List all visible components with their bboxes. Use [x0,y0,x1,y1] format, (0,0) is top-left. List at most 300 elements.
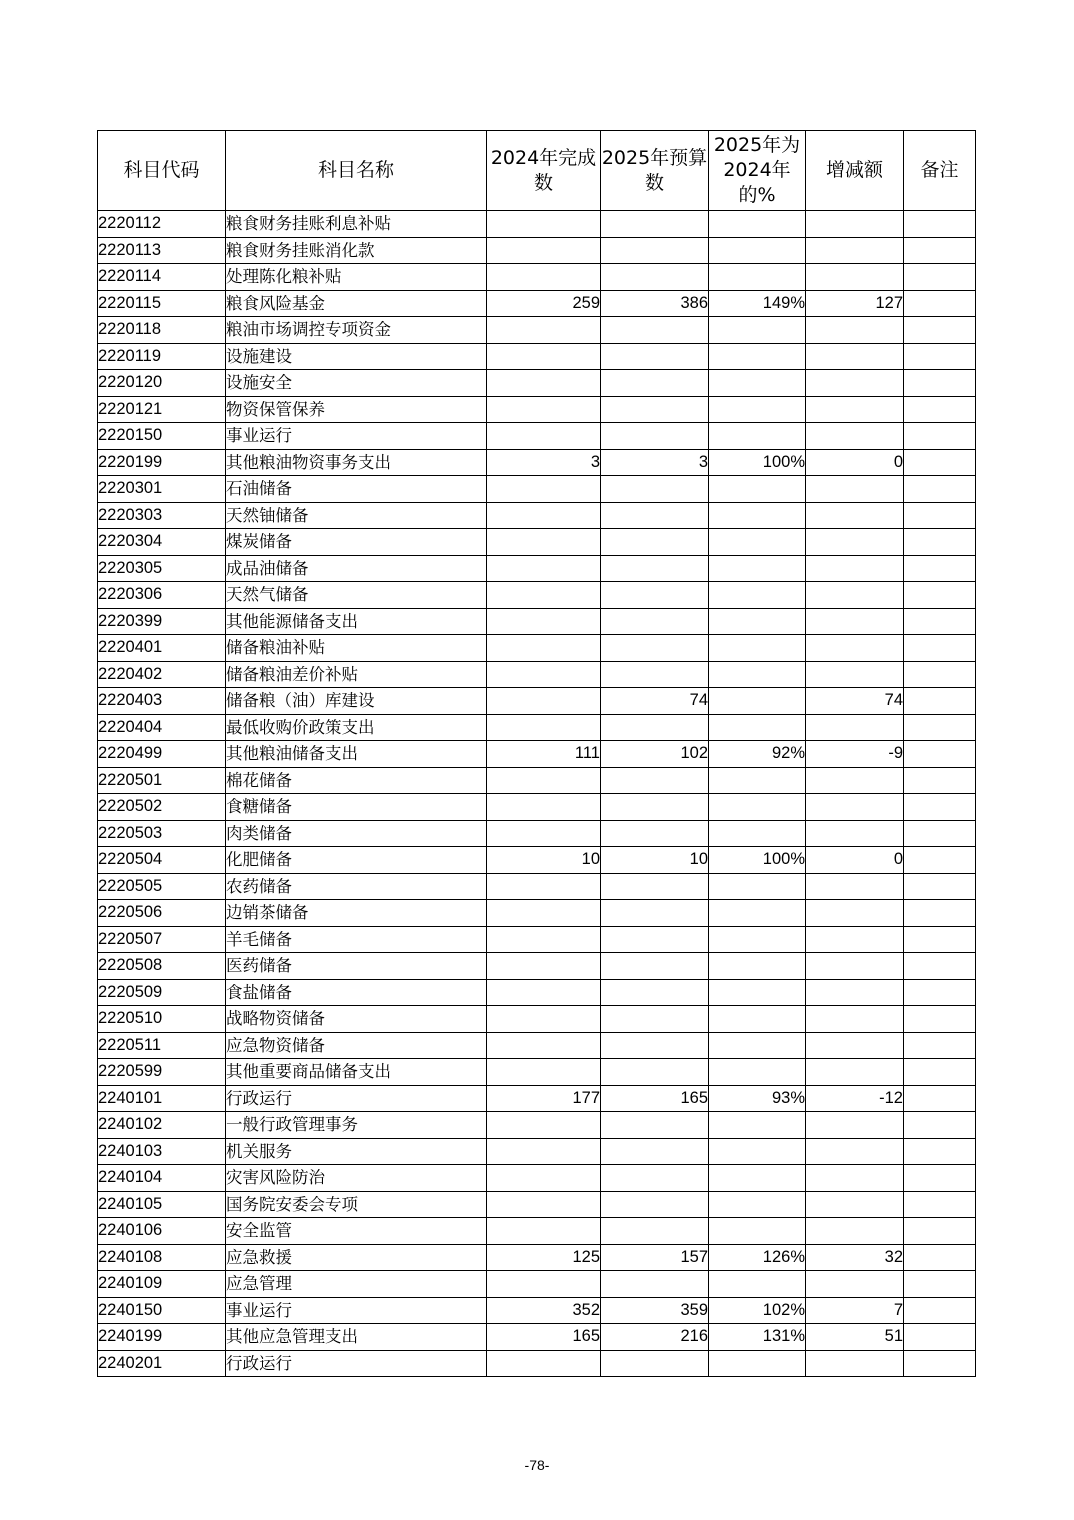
cell-remarks [904,1138,976,1165]
table-row [98,794,976,821]
header-budget-2025: 2025年预算数 [601,131,709,211]
cell-name: 边销茶储备 [226,900,487,927]
cell-completed-2024 [487,794,601,821]
cell-completed-2024 [487,476,601,503]
cell-name: 食盐储备 [226,979,487,1006]
cell-pct [709,211,806,238]
cell-completed-2024 [487,1218,601,1245]
cell-remarks [904,953,976,980]
cell-name: 食糖储备 [226,794,487,821]
cell-budget-2025 [601,1218,709,1245]
cell-name: 国务院安委会专项 [226,1191,487,1218]
cell-change [806,264,904,291]
table-row [98,1271,976,1298]
cell-budget-2025 [601,635,709,662]
cell-pct [709,900,806,927]
cell-completed-2024 [487,1191,601,1218]
table-row [98,237,976,264]
cell-name: 行政运行 [226,1085,487,1112]
cell-name: 机关服务 [226,1138,487,1165]
cell-change: 127 [806,290,904,317]
table-row [98,1085,976,1112]
cell-budget-2025: 102 [601,741,709,768]
cell-name: 安全监管 [226,1218,487,1245]
cell-budget-2025 [601,1350,709,1377]
cell-remarks [904,237,976,264]
cell-change [806,476,904,503]
cell-budget-2025 [601,423,709,450]
cell-remarks [904,1244,976,1271]
cell-code: 2220150 [98,423,226,450]
cell-pct: 93% [709,1085,806,1112]
cell-pct [709,502,806,529]
header-completed-2024: 2024年完成数 [487,131,601,211]
table-row [98,820,976,847]
cell-budget-2025 [601,820,709,847]
cell-code: 2240201 [98,1350,226,1377]
cell-completed-2024: 259 [487,290,601,317]
cell-remarks [904,396,976,423]
cell-code: 2220119 [98,343,226,370]
cell-pct: 131% [709,1324,806,1351]
cell-change [806,1006,904,1033]
cell-budget-2025 [601,661,709,688]
cell-pct: 126% [709,1244,806,1271]
cell-budget-2025 [601,476,709,503]
cell-remarks [904,264,976,291]
cell-budget-2025: 359 [601,1297,709,1324]
cell-code: 2240108 [98,1244,226,1271]
cell-completed-2024 [487,370,601,397]
cell-completed-2024 [487,396,601,423]
cell-budget-2025 [601,529,709,556]
cell-name: 粮食风险基金 [226,290,487,317]
table-row [98,926,976,953]
cell-change [806,873,904,900]
cell-budget-2025 [601,767,709,794]
cell-completed-2024 [487,873,601,900]
cell-name: 煤炭储备 [226,529,487,556]
table-row [98,211,976,238]
cell-name: 羊毛储备 [226,926,487,953]
cell-code: 2220504 [98,847,226,874]
cell-change: 7 [806,1297,904,1324]
cell-completed-2024 [487,317,601,344]
cell-pct: 149% [709,290,806,317]
cell-pct [709,1218,806,1245]
cell-change: 51 [806,1324,904,1351]
cell-name: 储备粮油补贴 [226,635,487,662]
cell-budget-2025 [601,608,709,635]
table-row [98,290,976,317]
table-row [98,873,976,900]
cell-change [806,1218,904,1245]
cell-name: 应急物资储备 [226,1032,487,1059]
cell-budget-2025 [601,873,709,900]
cell-completed-2024 [487,714,601,741]
table-body [98,211,976,1377]
cell-name: 储备粮（油）库建设 [226,688,487,715]
table-row [98,1006,976,1033]
cell-completed-2024: 352 [487,1297,601,1324]
cell-completed-2024 [487,343,601,370]
cell-name: 设施建设 [226,343,487,370]
cell-completed-2024 [487,608,601,635]
cell-change [806,396,904,423]
cell-completed-2024 [487,1350,601,1377]
cell-code: 2220507 [98,926,226,953]
cell-remarks [904,1297,976,1324]
cell-change: 0 [806,847,904,874]
cell-pct [709,343,806,370]
cell-remarks [904,476,976,503]
header-name: 科目名称 [226,131,487,211]
cell-budget-2025 [601,794,709,821]
cell-budget-2025 [601,1165,709,1192]
cell-budget-2025 [601,555,709,582]
cell-code: 2240102 [98,1112,226,1139]
cell-code: 2220505 [98,873,226,900]
cell-completed-2024 [487,1006,601,1033]
cell-budget-2025 [601,1006,709,1033]
cell-code: 2240106 [98,1218,226,1245]
cell-completed-2024 [487,1271,601,1298]
cell-completed-2024 [487,767,601,794]
cell-name: 其他能源储备支出 [226,608,487,635]
table-row [98,1244,976,1271]
cell-pct: 102% [709,1297,806,1324]
cell-remarks [904,370,976,397]
cell-code: 2240105 [98,1191,226,1218]
cell-change [806,317,904,344]
cell-remarks [904,608,976,635]
cell-code: 2220503 [98,820,226,847]
cell-pct: 100% [709,847,806,874]
cell-pct [709,1350,806,1377]
cell-completed-2024: 3 [487,449,601,476]
cell-completed-2024 [487,555,601,582]
cell-change: 74 [806,688,904,715]
cell-code: 2220510 [98,1006,226,1033]
cell-code: 2220305 [98,555,226,582]
cell-completed-2024 [487,688,601,715]
table-row [98,1059,976,1086]
cell-change [806,1138,904,1165]
cell-budget-2025 [601,1271,709,1298]
cell-remarks [904,1271,976,1298]
cell-completed-2024 [487,661,601,688]
cell-change [806,1165,904,1192]
cell-code: 2220399 [98,608,226,635]
cell-name: 一般行政管理事务 [226,1112,487,1139]
cell-remarks [904,529,976,556]
cell-code: 2240109 [98,1271,226,1298]
cell-code: 2220511 [98,1032,226,1059]
cell-remarks [904,714,976,741]
cell-change [806,767,904,794]
budget-table [97,130,976,1377]
cell-change [806,926,904,953]
cell-remarks [904,979,976,1006]
cell-budget-2025: 165 [601,1085,709,1112]
cell-name: 处理陈化粮补贴 [226,264,487,291]
cell-completed-2024 [487,900,601,927]
cell-name: 天然铀储备 [226,502,487,529]
cell-pct [709,794,806,821]
cell-remarks [904,1191,976,1218]
cell-pct [709,688,806,715]
table-row [98,953,976,980]
cell-change [806,900,904,927]
cell-budget-2025 [601,1191,709,1218]
cell-pct [709,396,806,423]
table-row [98,529,976,556]
cell-name: 成品油储备 [226,555,487,582]
table-row [98,1138,976,1165]
cell-remarks [904,900,976,927]
cell-name: 医药储备 [226,953,487,980]
cell-remarks [904,1165,976,1192]
cell-pct [709,820,806,847]
cell-pct [709,476,806,503]
cell-name: 战略物资储备 [226,1006,487,1033]
cell-pct [709,237,806,264]
table-row [98,1032,976,1059]
table-row [98,423,976,450]
cell-name: 天然气储备 [226,582,487,609]
cell-completed-2024 [487,820,601,847]
cell-remarks [904,582,976,609]
table-row [98,608,976,635]
cell-remarks [904,1218,976,1245]
cell-budget-2025 [601,953,709,980]
cell-code: 2220506 [98,900,226,927]
cell-name: 设施安全 [226,370,487,397]
cell-name: 事业运行 [226,423,487,450]
cell-budget-2025 [601,1059,709,1086]
table-row [98,396,976,423]
cell-change [806,794,904,821]
cell-budget-2025 [601,343,709,370]
cell-change [806,502,904,529]
cell-budget-2025 [601,900,709,927]
cell-remarks [904,555,976,582]
cell-code: 2220599 [98,1059,226,1086]
cell-pct [709,1138,806,1165]
cell-pct: 100% [709,449,806,476]
cell-pct [709,767,806,794]
cell-pct [709,529,806,556]
cell-code: 2220301 [98,476,226,503]
cell-remarks [904,794,976,821]
cell-completed-2024 [487,582,601,609]
cell-budget-2025 [601,237,709,264]
table-row [98,1191,976,1218]
cell-pct [709,608,806,635]
cell-code: 2220401 [98,635,226,662]
cell-change [806,1271,904,1298]
cell-budget-2025 [601,264,709,291]
cell-pct [709,873,806,900]
cell-budget-2025: 10 [601,847,709,874]
cell-completed-2024 [487,211,601,238]
cell-remarks [904,423,976,450]
cell-code: 2220120 [98,370,226,397]
cell-pct [709,1271,806,1298]
table-row [98,847,976,874]
cell-remarks [904,502,976,529]
cell-budget-2025: 74 [601,688,709,715]
cell-name: 物资保管保养 [226,396,487,423]
cell-change [806,1112,904,1139]
cell-name: 灾害风险防治 [226,1165,487,1192]
table-row [98,767,976,794]
cell-change [806,979,904,1006]
cell-change [806,661,904,688]
cell-pct [709,953,806,980]
cell-change [806,1059,904,1086]
cell-change [806,211,904,238]
cell-remarks [904,1085,976,1112]
cell-completed-2024 [487,1032,601,1059]
table-row [98,688,976,715]
cell-pct [709,317,806,344]
cell-name: 其他重要商品储备支出 [226,1059,487,1086]
cell-code: 2220404 [98,714,226,741]
table-row [98,370,976,397]
cell-budget-2025 [601,1032,709,1059]
cell-completed-2024: 165 [487,1324,601,1351]
table-row [98,1297,976,1324]
table-row [98,900,976,927]
table-row [98,476,976,503]
table-row [98,449,976,476]
cell-budget-2025: 157 [601,1244,709,1271]
cell-change: -12 [806,1085,904,1112]
cell-code: 2220403 [98,688,226,715]
cell-remarks [904,1324,976,1351]
cell-remarks [904,820,976,847]
table-row [98,741,976,768]
table-row [98,1165,976,1192]
cell-code: 2220501 [98,767,226,794]
cell-pct [709,1006,806,1033]
table-row [98,1324,976,1351]
header-change-amount: 增减额 [806,131,904,211]
cell-completed-2024 [487,529,601,556]
cell-code: 2240103 [98,1138,226,1165]
cell-code: 2220304 [98,529,226,556]
table-row [98,555,976,582]
cell-name: 其他应急管理支出 [226,1324,487,1351]
table-row [98,1350,976,1377]
cell-completed-2024 [487,1112,601,1139]
cell-change [806,953,904,980]
table-row [98,635,976,662]
cell-code: 2220402 [98,661,226,688]
table-row [98,1112,976,1139]
cell-name: 其他粮油物资事务支出 [226,449,487,476]
table-row [98,979,976,1006]
cell-remarks [904,661,976,688]
header-pct-2025-of-2024: 2025年为2024年的% [709,131,806,211]
cell-code: 2220121 [98,396,226,423]
cell-change [806,1032,904,1059]
cell-change: -9 [806,741,904,768]
cell-code: 2220306 [98,582,226,609]
cell-pct [709,661,806,688]
cell-remarks [904,343,976,370]
cell-change: 0 [806,449,904,476]
cell-budget-2025 [601,1112,709,1139]
cell-change [806,343,904,370]
cell-budget-2025 [601,714,709,741]
cell-completed-2024 [487,979,601,1006]
cell-budget-2025 [601,582,709,609]
cell-code: 2220199 [98,449,226,476]
cell-change [806,237,904,264]
cell-code: 2220114 [98,264,226,291]
table-row [98,343,976,370]
cell-completed-2024 [487,635,601,662]
cell-completed-2024 [487,1138,601,1165]
cell-change [806,1191,904,1218]
cell-change [806,555,904,582]
cell-remarks [904,449,976,476]
cell-pct [709,423,806,450]
cell-pct [709,582,806,609]
page-number: -78- [524,1457,550,1473]
cell-completed-2024 [487,237,601,264]
cell-pct [709,1191,806,1218]
cell-code: 2220509 [98,979,226,1006]
cell-change [806,582,904,609]
cell-change [806,820,904,847]
table-row [98,264,976,291]
cell-remarks [904,688,976,715]
cell-remarks [904,1350,976,1377]
cell-budget-2025 [601,317,709,344]
cell-remarks [904,1006,976,1033]
cell-completed-2024: 125 [487,1244,601,1271]
cell-pct [709,1032,806,1059]
cell-change [806,423,904,450]
cell-pct [709,979,806,1006]
cell-pct: 92% [709,741,806,768]
cell-name: 粮食财务挂账利息补贴 [226,211,487,238]
cell-name: 肉类储备 [226,820,487,847]
cell-completed-2024 [487,926,601,953]
cell-remarks [904,847,976,874]
header-remarks: 备注 [904,131,976,211]
cell-pct [709,264,806,291]
cell-completed-2024 [487,1059,601,1086]
cell-name: 最低收购价政策支出 [226,714,487,741]
cell-name: 应急管理 [226,1271,487,1298]
cell-name: 行政运行 [226,1350,487,1377]
cell-remarks [904,1112,976,1139]
cell-pct [709,714,806,741]
cell-name: 其他粮油储备支出 [226,741,487,768]
cell-code: 2220502 [98,794,226,821]
cell-completed-2024 [487,264,601,291]
cell-remarks [904,926,976,953]
cell-name: 粮食财务挂账消化款 [226,237,487,264]
cell-remarks [904,211,976,238]
cell-budget-2025 [601,502,709,529]
cell-remarks [904,1059,976,1086]
cell-completed-2024: 10 [487,847,601,874]
